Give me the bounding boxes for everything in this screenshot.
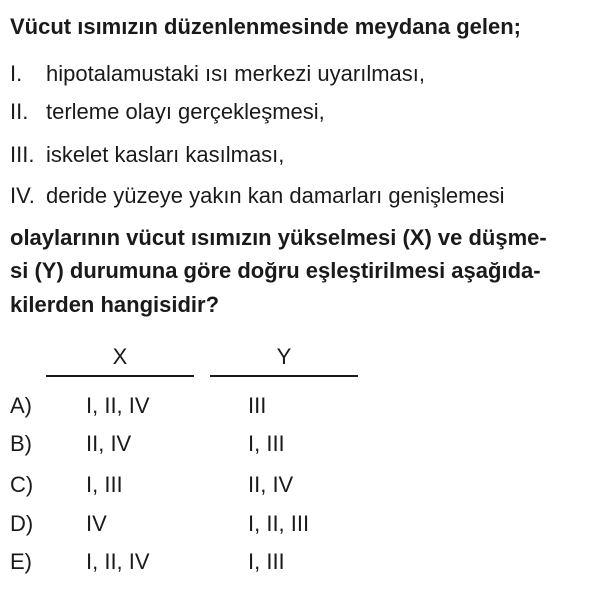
- statement-text: terleme olayı gerçekleşmesi,: [46, 99, 325, 124]
- option-y-value: III: [248, 393, 267, 418]
- option-x-value: II, IV: [86, 431, 132, 456]
- option-x-value: I, II, IV: [86, 549, 150, 574]
- statement-number: III.: [10, 142, 35, 167]
- option-letter: B): [10, 431, 32, 456]
- statement-number: II.: [10, 99, 29, 124]
- option-x-value: I, II, IV: [86, 393, 150, 418]
- statement-text: iskelet kasları kasılması,: [46, 142, 285, 167]
- column-header-x: X: [112, 344, 128, 369]
- column-rule-x: [46, 375, 194, 377]
- question-stem: Vücut ısımızın düzenlenmesinde meydana gelen;: [10, 14, 522, 39]
- column-header-y: Y: [276, 344, 292, 369]
- option-y-value: I, II, III: [248, 511, 310, 536]
- option-letter: C): [10, 472, 34, 497]
- statement-number: I.: [10, 61, 23, 86]
- option-letter: A): [10, 393, 32, 418]
- prompt-line: olaylarının vücut ısımızın yükselmesi (X) ve düşme-: [10, 225, 547, 250]
- prompt-line: kilerden hangisidir?: [10, 292, 220, 317]
- statement-text: hipotalamustaki ısı merkezi uyarılması,: [46, 61, 426, 86]
- option-y-value: I, III: [248, 431, 285, 456]
- option-x-value: IV: [86, 511, 107, 536]
- option-letter: E): [10, 549, 32, 574]
- option-letter: D): [10, 511, 34, 536]
- column-rule-y: [210, 375, 358, 377]
- option-x-value: I, III: [86, 472, 123, 497]
- option-y-value: I, III: [248, 549, 285, 574]
- statement-text: deride yüzeye yakın kan damarları genişlemesi: [46, 183, 505, 208]
- statement-number: IV.: [10, 183, 35, 208]
- option-y-value: II, IV: [248, 472, 294, 497]
- prompt-line: si (Y) durumuna göre doğru eşleştirilmesi aşağıda-: [10, 258, 541, 283]
